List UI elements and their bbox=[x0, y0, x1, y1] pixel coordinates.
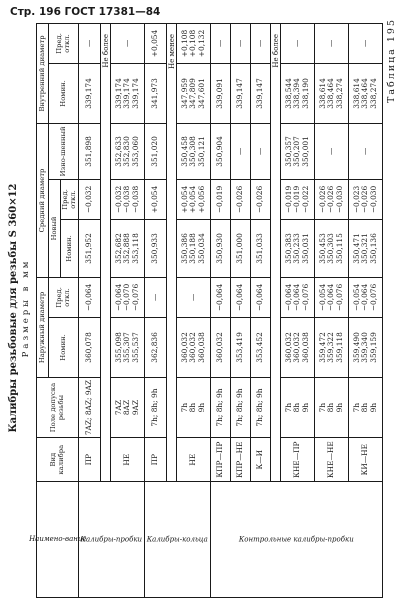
cell-m-nom: 350,930 bbox=[211, 219, 231, 277]
cell-m-nom: 351,033 bbox=[251, 219, 271, 277]
table-row bbox=[79, 23, 101, 597]
cell-i-dev: — bbox=[281, 23, 315, 63]
cell-i-dev: +0,108 +0,108 +0,132 bbox=[177, 23, 211, 63]
cell-type: КНЕ—НЕ bbox=[315, 438, 349, 482]
cell-o-dev: −0,064 bbox=[211, 277, 231, 317]
note-ne-menee: Не менее bbox=[167, 23, 177, 481]
cell-i-dev: — bbox=[79, 23, 101, 63]
cell-m-worn: 351,898 bbox=[79, 123, 101, 179]
cell-o-nom: 355,098 355,307 355,537 bbox=[111, 317, 145, 377]
cell-i-nom: 339,147 bbox=[231, 63, 251, 123]
section-koltsa: Калибры-кольца bbox=[145, 482, 211, 598]
cell-m-worn: 350,357 350,207 350,001 bbox=[281, 123, 315, 179]
col-inner-nom: Номин. bbox=[49, 63, 79, 123]
cell-type: КНЕ—ПР bbox=[281, 438, 315, 482]
cell-field: 7h; 8h; 9h bbox=[211, 377, 231, 437]
cell-field: 7h; 8h; 9h bbox=[145, 377, 167, 437]
cell-m-dev: +0,054 +0,054 +0,056 bbox=[177, 179, 211, 219]
cell-i-dev: +0,054 bbox=[145, 23, 167, 63]
cell-m-dev: −0,019 −0,019 −0,022 bbox=[281, 179, 315, 219]
cell-field: 7AZ; 8AZ; 9AZ bbox=[79, 377, 101, 437]
col-inner-dev: Пред. откл. bbox=[49, 23, 79, 63]
cell-i-dev: — bbox=[349, 23, 383, 63]
cell-m-dev: −0,026 −0,026 −0,030 bbox=[315, 179, 349, 219]
cell-o-nom: 360,032 360,032 360,038 bbox=[281, 317, 315, 377]
cell-m-nom: 350,386 350,188 350,034 bbox=[177, 219, 211, 277]
cell-m-dev: −0,026 bbox=[231, 179, 251, 219]
cell-o-dev: −0,064 bbox=[79, 277, 101, 317]
cell-m-worn: — bbox=[231, 123, 251, 179]
cell-m-worn: — bbox=[349, 123, 383, 179]
cell-i-nom: 339,174 339,174 339,174 bbox=[111, 63, 145, 123]
cell-m-nom: 351,952 bbox=[79, 219, 101, 277]
section-kontr: Контрольные калибры-пробки bbox=[211, 482, 383, 598]
cell-o-nom: 353,452 bbox=[251, 317, 271, 377]
cell-m-dev: −0,023 −0,026 −0,030 bbox=[349, 179, 383, 219]
cell-type: КПР—НЕ bbox=[231, 438, 251, 482]
col-new: Новый bbox=[49, 179, 61, 277]
cell-field: 7h 8h 9h bbox=[349, 377, 383, 437]
cell-m-worn: 350,904 bbox=[211, 123, 231, 179]
cell-field: 7h; 8h; 9h bbox=[251, 377, 271, 437]
note-ne-bolee-1: Не более bbox=[101, 23, 111, 481]
col-middle: Средний диаметр bbox=[37, 123, 49, 277]
cell-type: НЕ bbox=[111, 438, 145, 482]
col-inner: Внутренний диаметр bbox=[37, 23, 49, 123]
cell-i-nom: 339,174 bbox=[79, 63, 101, 123]
cell-m-worn: — bbox=[251, 123, 271, 179]
cell-o-dev: — bbox=[145, 277, 167, 317]
cell-o-nom: 360,078 bbox=[79, 317, 101, 377]
col-outer-dev: Пред. откл. bbox=[49, 277, 79, 317]
section-probki: Калибры-пробки bbox=[79, 482, 145, 598]
cell-field: 7h; 8h; 9h bbox=[231, 377, 251, 437]
cell-m-worn: 351,020 bbox=[145, 123, 167, 179]
cell-o-dev: −0,064 bbox=[251, 277, 271, 317]
cell-i-dev: — bbox=[315, 23, 349, 63]
cell-i-nom: 338,614 338,464 338,274 bbox=[349, 63, 383, 123]
cell-o-dev: −0,064 −0,064 −0,076 bbox=[281, 277, 315, 317]
cell-type: К—И bbox=[251, 438, 271, 482]
cell-type: КИ—НЕ bbox=[349, 438, 383, 482]
cell-type: НЕ bbox=[177, 438, 211, 482]
cell-field: 7h 8h 9h bbox=[315, 377, 349, 437]
cell-type: ПР bbox=[145, 438, 167, 482]
cell-i-nom: 339,091 bbox=[211, 63, 231, 123]
cell-i-nom: 338,544 338,394 338,190 bbox=[281, 63, 315, 123]
col-worn: Изно-шенный bbox=[49, 123, 79, 179]
cell-o-nom: 360,032 360,032 360,038 bbox=[177, 317, 211, 377]
cell-o-nom: 359,490 359,340 359,159 bbox=[349, 317, 383, 377]
cell-m-worn: 350,458 350,308 350,121 bbox=[177, 123, 211, 179]
cell-i-nom: 347,959 347,809 347,601 bbox=[177, 63, 211, 123]
gauge-table bbox=[28, 23, 383, 598]
col-middle-nom: Номин. bbox=[61, 219, 79, 277]
col-type: Вид калибра bbox=[37, 438, 79, 482]
cell-i-dev: — bbox=[111, 23, 145, 63]
cell-m-nom: 352,682 352,888 353,118 bbox=[111, 219, 145, 277]
cell-o-nom: 359,472 359,322 359,118 bbox=[315, 317, 349, 377]
cell-field: 7h 8h 9h bbox=[177, 377, 211, 437]
cell-i-nom: 338,614 338,464 338,274 bbox=[315, 63, 349, 123]
note-ne-bolee-2: Не более bbox=[271, 23, 281, 481]
cell-o-dev: −0,064 bbox=[231, 277, 251, 317]
cell-i-nom: 341,973 bbox=[145, 63, 167, 123]
cell-type: ПР bbox=[79, 438, 101, 482]
cell-field: 7AZ 8AZ 9AZ bbox=[111, 377, 145, 437]
cell-o-dev: −0,064 −0,070 −0,076 bbox=[111, 277, 145, 317]
table-title: Калибры резьбовые для резьбы S 360×12 bbox=[8, 183, 19, 433]
table-label: Таблица 195 bbox=[386, 18, 397, 104]
col-section: Наимено-вание bbox=[37, 482, 79, 598]
cell-i-dev: — bbox=[251, 23, 271, 63]
cell-i-nom: 339,147 bbox=[251, 63, 271, 123]
table-subtitle: Размеры в мм bbox=[21, 258, 31, 358]
col-field: Поле допуска резьбы bbox=[37, 377, 79, 437]
cell-m-nom: 351,000 bbox=[231, 219, 251, 277]
table-row bbox=[145, 23, 167, 597]
col-middle-dev: Пред. откл. bbox=[61, 179, 79, 219]
cell-m-worn: 352,633 352,830 353,060 bbox=[111, 123, 145, 179]
cell-field: 7h 8h 9h bbox=[281, 377, 315, 437]
cell-m-nom: 350,933 bbox=[145, 219, 167, 277]
cell-m-nom: 350,453 350,303 350,115 bbox=[315, 219, 349, 277]
col-outer: Наружный диаметр bbox=[37, 277, 49, 377]
cell-m-dev: −0,032 bbox=[79, 179, 101, 219]
cell-m-dev: −0,032 −0,038 −0,038 bbox=[111, 179, 145, 219]
cell-m-dev: −0,019 bbox=[211, 179, 231, 219]
cell-o-dev: −0,054 −0,064 −0,076 bbox=[315, 277, 349, 317]
cell-o-dev: −0,054 −0,064 −0,076 bbox=[349, 277, 383, 317]
cell-o-dev: — bbox=[177, 277, 211, 317]
cell-i-dev: — bbox=[231, 23, 251, 63]
cell-m-worn: — bbox=[315, 123, 349, 179]
cell-type: КПР—ПР bbox=[211, 438, 231, 482]
rotated-page bbox=[8, 18, 408, 598]
cell-o-nom: 360,032 bbox=[211, 317, 231, 377]
page-header: Стр. 196 ГОСТ 17381—84 bbox=[10, 6, 161, 18]
cell-m-nom: 350,471 350,321 350,136 bbox=[349, 219, 383, 277]
cell-m-dev: +0,054 bbox=[145, 179, 167, 219]
cell-o-nom: 353,419 bbox=[231, 317, 251, 377]
cell-m-dev: −0,026 bbox=[251, 179, 271, 219]
cell-i-dev: — bbox=[211, 23, 231, 63]
cell-o-nom: 362,836 bbox=[145, 317, 167, 377]
cell-m-nom: 350,383 350,233 350,031 bbox=[281, 219, 315, 277]
col-outer-nom: Номин. bbox=[49, 317, 79, 377]
table-row bbox=[211, 23, 231, 597]
